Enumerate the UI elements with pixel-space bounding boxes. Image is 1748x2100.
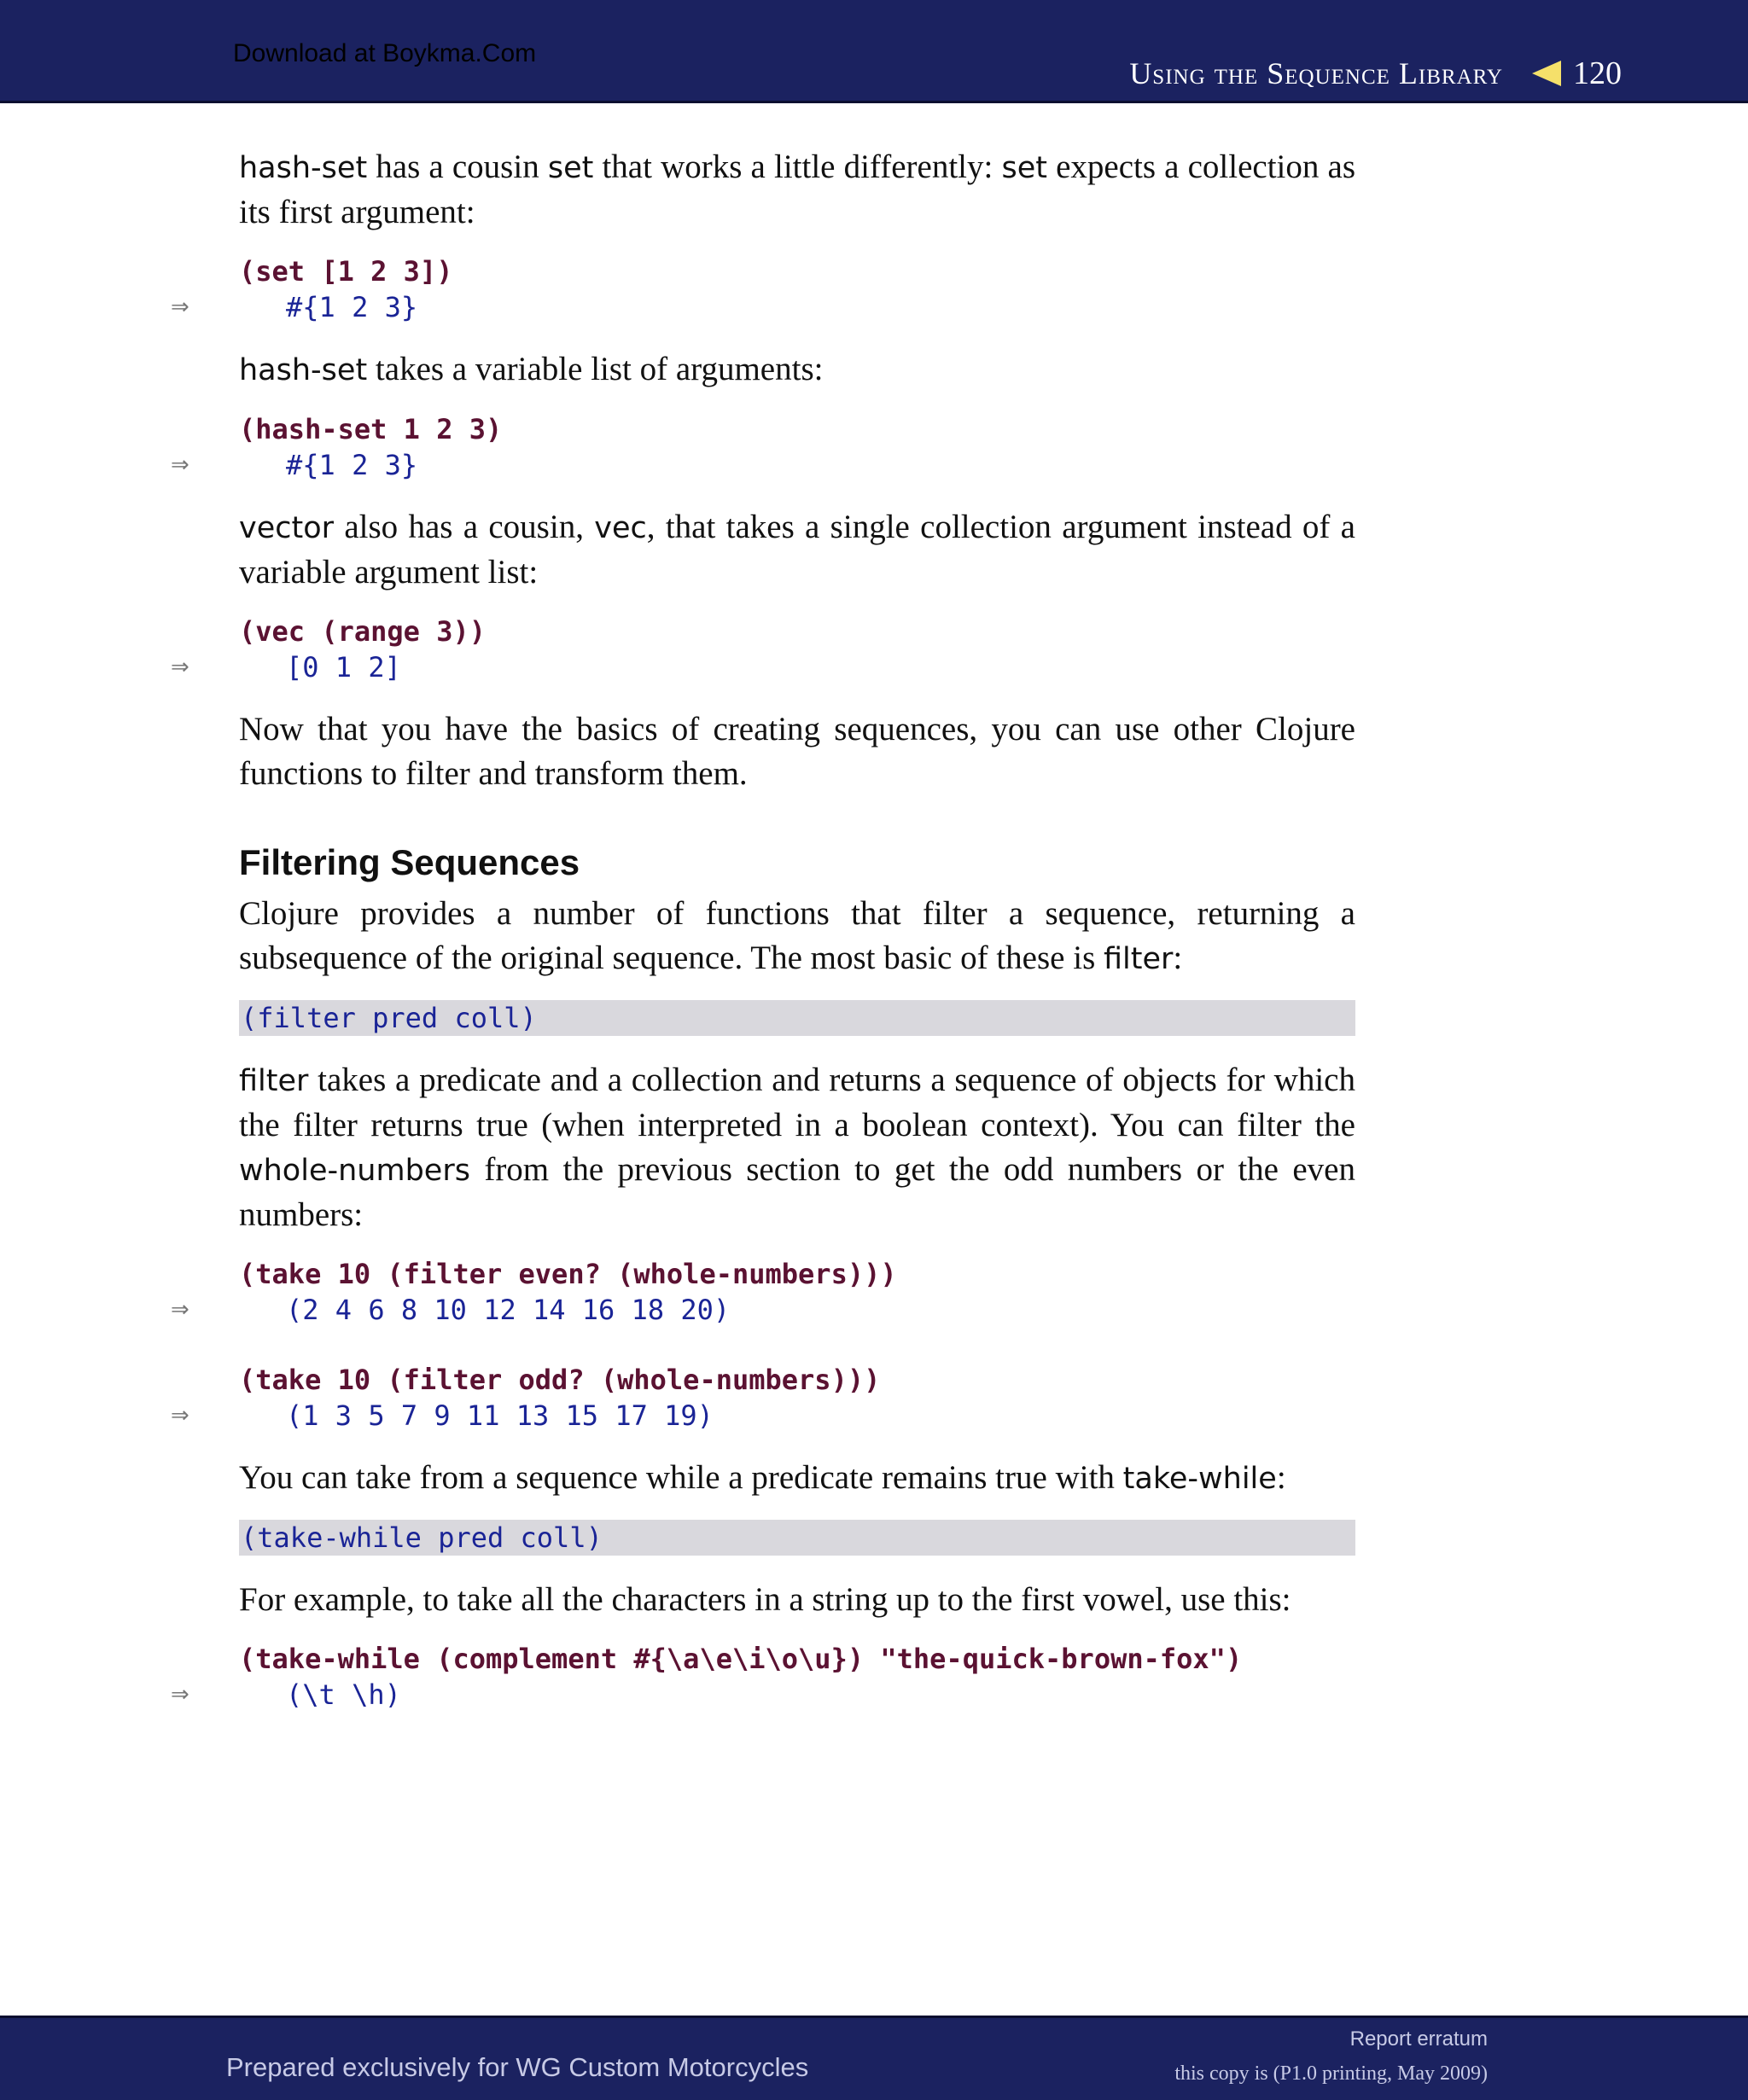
download-watermark: Download at Boykma.Com	[233, 39, 537, 67]
report-erratum-link[interactable]: Report erratum	[1349, 2027, 1488, 2051]
result-arrow-icon: ⇒	[171, 654, 189, 680]
result-arrow-icon: ⇒	[171, 1682, 189, 1707]
text-span: that works a little differently:	[593, 148, 1002, 185]
running-title: Using the Sequence Library	[1129, 56, 1503, 90]
paragraph: For example, to take all the characters in a string up to the first vowel, use this:	[239, 1581, 1291, 1618]
code-output	[171, 447, 1355, 483]
text-span: from the previous section to get the odd numbers or the even numbers:	[239, 1151, 1355, 1233]
text-span: , that takes a single collection argument instead of a variable argument list:	[239, 509, 1355, 590]
text-span: takes a predicate and a collection and returns a sequence of objects for which the filter returns true (when interpreted in a boolean context). You can filter the	[239, 1062, 1355, 1143]
code-input: (hash-set 1 2 3)	[239, 413, 503, 445]
code-example	[171, 411, 1355, 483]
code-output	[171, 1398, 1355, 1434]
page-body	[171, 145, 1355, 1713]
code-output-text: #{1 2 3}	[286, 449, 418, 481]
identifier: filter	[239, 1064, 309, 1098]
page-number: 120	[1573, 55, 1622, 91]
section-heading: Filtering Sequences	[239, 842, 580, 882]
code-example	[171, 253, 1355, 325]
identifier: take-while	[1122, 1462, 1277, 1496]
code-output	[171, 1292, 1355, 1328]
code-output-text: (\t \h)	[286, 1678, 401, 1711]
function-signature: (take-while pred coll)	[239, 1520, 1355, 1556]
previous-page-arrow-icon[interactable]	[1532, 61, 1561, 86]
page-header	[0, 0, 1748, 103]
code-example	[171, 1641, 1355, 1713]
text-span: :	[1173, 939, 1183, 976]
paragraph	[239, 1058, 1355, 1237]
text-span: also has a cousin,	[334, 509, 595, 545]
identifier: hash-set	[239, 151, 368, 185]
code-output-text: [0 1 2]	[286, 651, 401, 684]
running-head	[1129, 55, 1622, 92]
text-span: :	[1276, 1459, 1286, 1496]
code-output-text: (1 3 5 7 9 11 13 15 17 19)	[286, 1399, 714, 1432]
code-output	[171, 649, 1355, 685]
identifier: set	[547, 151, 594, 185]
code-example	[171, 1256, 1355, 1328]
text-span: takes a variable list of arguments:	[367, 351, 824, 387]
code-input: (set [1 2 3])	[239, 255, 453, 288]
text-span: expects a collection as its first argument:	[239, 148, 1355, 230]
result-arrow-icon: ⇒	[171, 1403, 189, 1428]
prepared-for-text: Prepared exclusively for WG Custom Motorcycles	[226, 2052, 809, 2082]
code-example	[171, 1362, 1355, 1434]
identifier: vec	[594, 511, 647, 545]
paragraph	[239, 145, 1355, 235]
code-output-text: (2 4 6 8 10 12 14 16 18 20)	[286, 1294, 731, 1326]
function-signature: (filter pred coll)	[239, 1000, 1355, 1036]
code-example	[171, 614, 1355, 685]
text-span: Clojure provides a number of functions that filter a sequence, returning a subsequence of the original sequence. The most basic of these is	[239, 895, 1355, 976]
text-span: You can take from a sequence while a predicate remains true with	[239, 1459, 1123, 1496]
identifier: filter	[1104, 942, 1174, 976]
result-arrow-icon: ⇒	[171, 452, 189, 478]
code-input: (take 10 (filter even? (whole-numbers)))	[239, 1258, 897, 1290]
code-input: (take-while (complement #{\a\e\i\o\u}) "the-quick-brown-fox")	[239, 1643, 1243, 1675]
result-arrow-icon: ⇒	[171, 1297, 189, 1323]
copy-info-text: this copy is (P1.0 printing, May 2009)	[1174, 2062, 1488, 2085]
paragraph	[239, 1456, 1355, 1501]
identifier: hash-set	[239, 353, 368, 387]
result-arrow-icon: ⇒	[171, 294, 189, 320]
paragraph: Now that you have the basics of creating sequences, you can use other Clojure functions to filter and transform them.	[239, 711, 1355, 792]
paragraph	[239, 505, 1355, 595]
paragraph	[239, 347, 1355, 393]
text-span: has a cousin	[367, 148, 548, 185]
identifier: whole-numbers	[239, 1154, 470, 1188]
page-footer	[0, 2016, 1748, 2100]
code-output	[171, 1677, 1355, 1713]
code-input: (take 10 (filter odd? (whole-numbers)))	[239, 1364, 881, 1396]
identifier: vector	[239, 511, 335, 545]
code-output	[171, 289, 1355, 325]
code-output-text: #{1 2 3}	[286, 291, 418, 323]
paragraph	[239, 892, 1355, 981]
identifier: set	[1001, 151, 1047, 185]
code-input: (vec (range 3))	[239, 615, 486, 648]
